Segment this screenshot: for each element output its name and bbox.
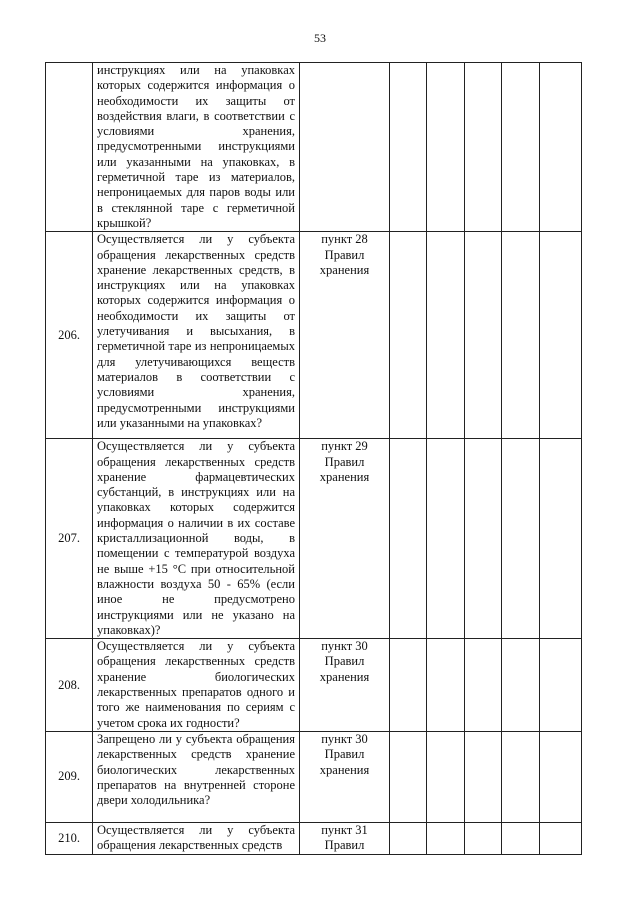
row-number: 206. <box>46 232 93 439</box>
answer-cell-no <box>427 63 465 232</box>
answer-cell-not-applicable <box>465 232 502 439</box>
answer-cell-not-applicable <box>465 731 502 822</box>
reference-text <box>300 63 390 232</box>
answer-cell-extra <box>502 232 540 439</box>
notes-cell <box>540 232 582 439</box>
question-text: Осуществляется ли у субъекта обращения лекарственных средств хранение лекарственных средств, в инструкциях или на упаковках которых содержится информация о необходимости их защиты от улетучивания и высыхания, в герметичной таре из непроницаемых для улетучивающихся веществ материалов в соответствии с условиями хранения, предусмотренными инструкциями или указанными на упаковках? <box>93 232 300 439</box>
reference-text: пункт 28 Правил хранения <box>300 232 390 439</box>
answer-cell-yes <box>390 232 427 439</box>
question-text: Запрещено ли у субъекта обращения лекарственных средств хранение биологических лекарственных препаратов на внутренней стороне двери холодильника? <box>93 731 300 822</box>
row-number: 210. <box>46 822 93 854</box>
answer-cell-not-applicable <box>465 439 502 639</box>
answer-cell-extra <box>502 63 540 232</box>
answer-cell-no <box>427 731 465 822</box>
table-row <box>46 639 582 732</box>
answer-cell-yes <box>390 439 427 639</box>
answer-cell-not-applicable <box>465 63 502 232</box>
question-text: Осуществляется ли у субъекта обращения лекарственных средств <box>93 822 300 854</box>
answer-cell-yes <box>390 731 427 822</box>
reference-text: пункт 30 Правил хранения <box>300 639 390 732</box>
question-text: Осуществляется ли у субъекта обращения лекарственных средств хранение фармацевтических субстанций, в инструкциях или на упаковках которых содержится информация о наличии в их составе кристаллизационной воды, в помещении с температурой воздуха не выше +15 °С при относительной влажности воздуха 50 - 65% (если иное не предусмотрено инструкциями или не указано на упаковках)? <box>93 439 300 639</box>
answer-cell-yes <box>390 822 427 854</box>
answer-cell-yes <box>390 63 427 232</box>
table-row <box>46 731 582 822</box>
row-number: 207. <box>46 439 93 639</box>
row-number: 209. <box>46 731 93 822</box>
checklist-table <box>45 62 582 855</box>
answer-cell-extra <box>502 731 540 822</box>
answer-cell-not-applicable <box>465 639 502 732</box>
answer-cell-no <box>427 822 465 854</box>
answer-cell-not-applicable <box>465 822 502 854</box>
table-row <box>46 822 582 854</box>
answer-cell-extra <box>502 639 540 732</box>
reference-text: пункт 29 Правил хранения <box>300 439 390 639</box>
row-number <box>46 63 93 232</box>
answer-cell-no <box>427 439 465 639</box>
reference-text: пункт 31 Правил <box>300 822 390 854</box>
answer-cell-extra <box>502 439 540 639</box>
page-number: 53 <box>314 31 326 45</box>
notes-cell <box>540 63 582 232</box>
question-text: инструкциях или на упаковках которых содержится информация о необходимости их защиты от воздействия влаги, в соответствии с условиями хранения, предусмотренными инструкциями или указанными на упаковках, в герметичной таре из материалов, непроницаемых для паров воды или в стеклянной таре с герметичной крышкой? <box>93 63 300 232</box>
table-row <box>46 63 582 232</box>
reference-text: пункт 30 Правил хранения <box>300 731 390 822</box>
answer-cell-yes <box>390 639 427 732</box>
answer-cell-extra <box>502 822 540 854</box>
notes-cell <box>540 439 582 639</box>
answer-cell-no <box>427 232 465 439</box>
question-text: Осуществляется ли у субъекта обращения лекарственных средств хранение биологических лекарственных препаратов одного и того же наименования по сериям с учетом срока их годности? <box>93 639 300 732</box>
table-row <box>46 439 582 639</box>
notes-cell <box>540 822 582 854</box>
row-number: 208. <box>46 639 93 732</box>
table-row <box>46 232 582 439</box>
notes-cell <box>540 639 582 732</box>
answer-cell-no <box>427 639 465 732</box>
notes-cell <box>540 731 582 822</box>
